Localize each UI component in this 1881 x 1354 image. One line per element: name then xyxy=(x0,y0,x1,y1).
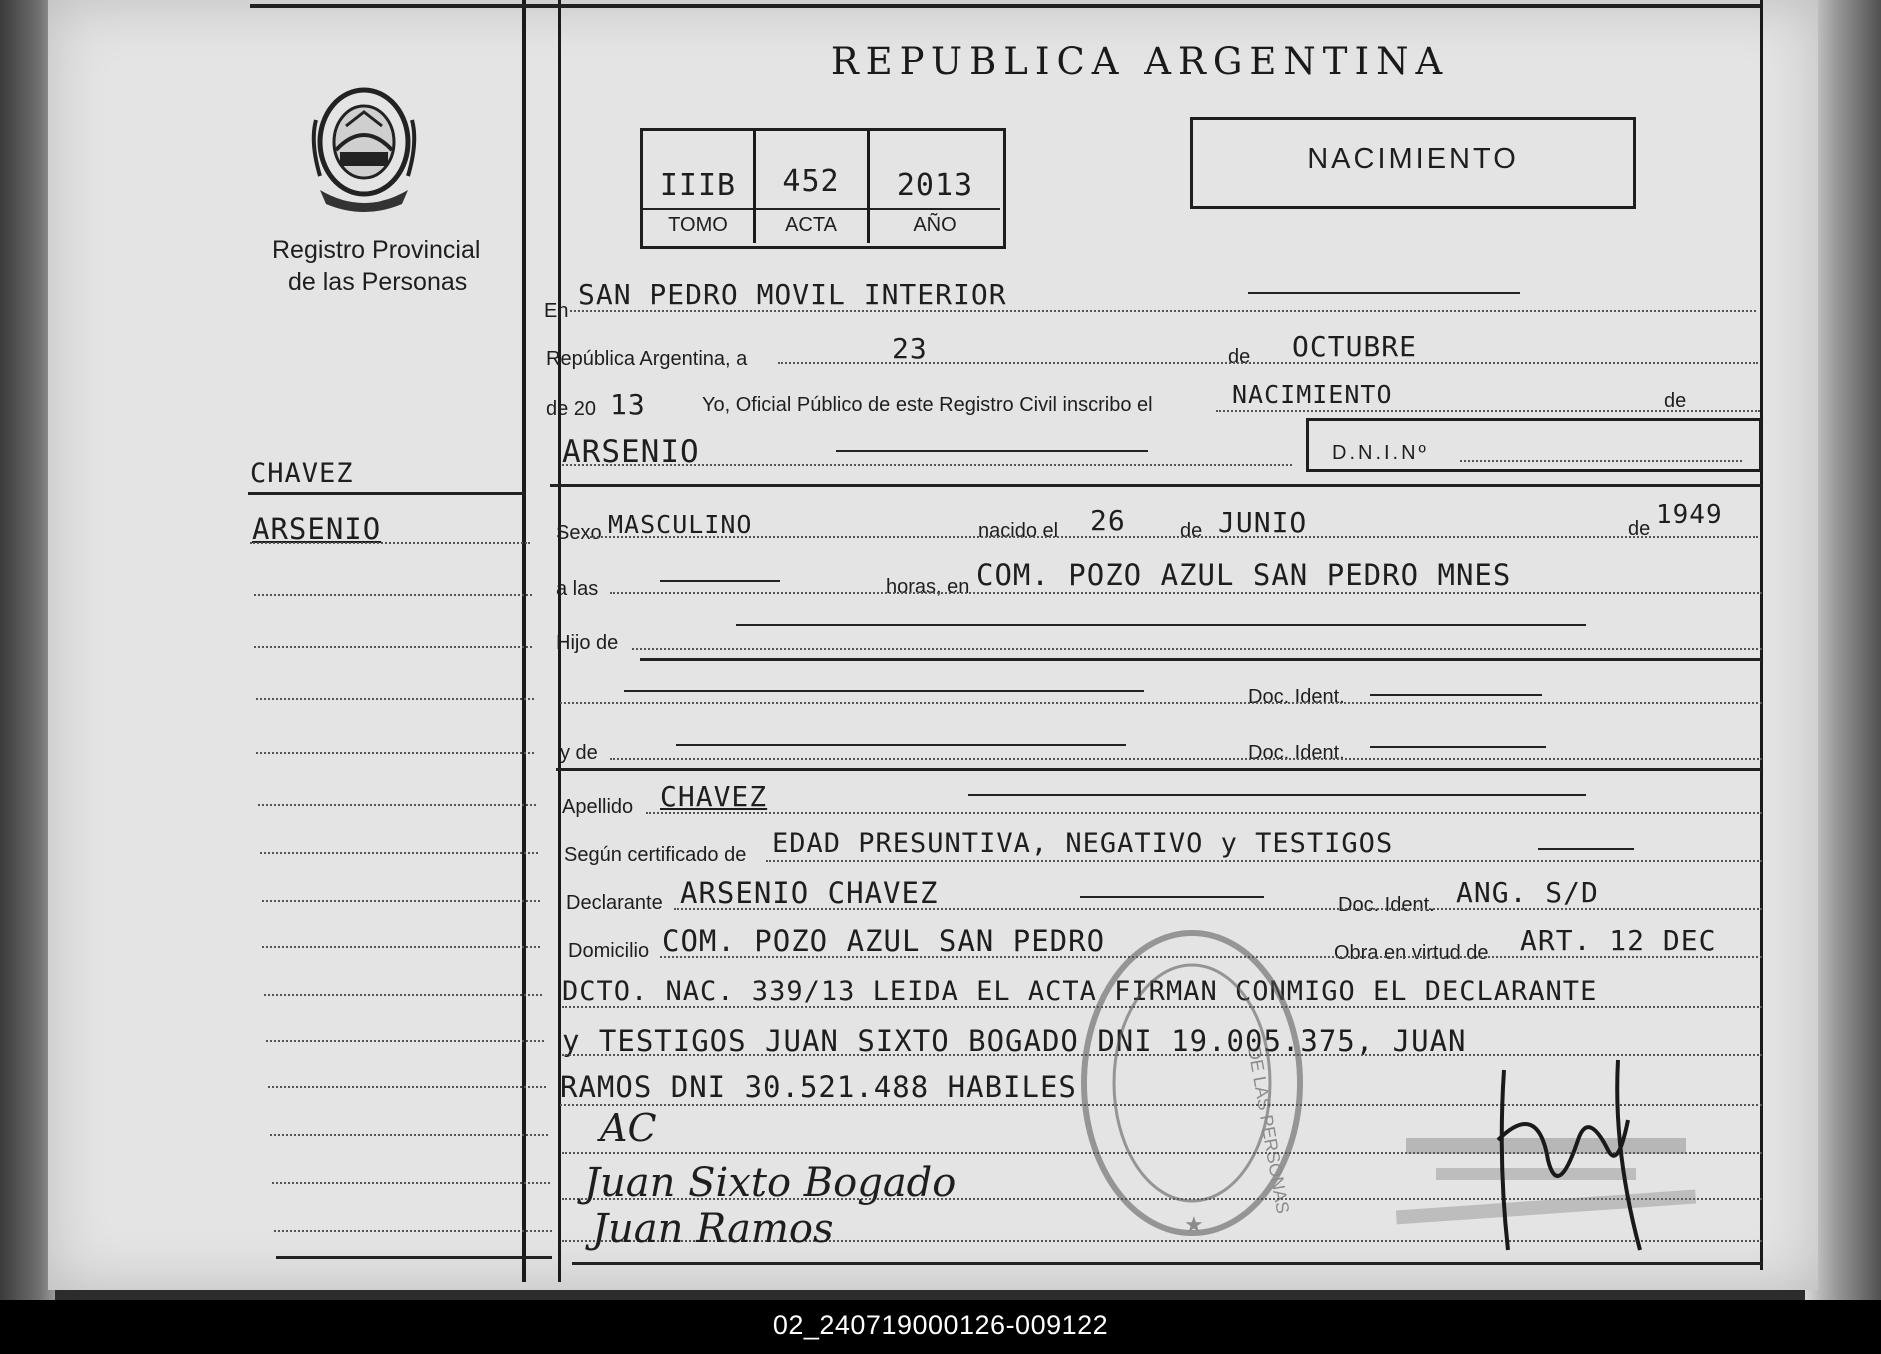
margin-dotted-line-3 xyxy=(254,646,532,648)
name-dash xyxy=(836,450,1148,452)
margin-dotted-line-6 xyxy=(258,804,536,806)
name-dotted-line xyxy=(562,464,1292,466)
witness-signature-1: Juan Sixto Bogado xyxy=(584,1160,957,1206)
sexo-label: Sexo xyxy=(556,522,602,544)
hijo-label: Hijo de xyxy=(556,632,619,654)
margin-dotted-line-13 xyxy=(270,1134,548,1136)
margin-dotted-line-10 xyxy=(264,994,542,996)
obra-value: ART. 12 DEC xyxy=(1520,924,1717,957)
place-value: SAN PEDRO MOVIL INTERIOR xyxy=(578,278,1007,311)
declarante-value: ARSENIO CHAVEZ xyxy=(680,876,939,910)
mother-doc-dash xyxy=(1370,746,1546,748)
acta-value: 452 xyxy=(782,164,840,199)
registry-stamp-icon xyxy=(1072,918,1312,1248)
sexo-dotted-line xyxy=(590,536,1758,538)
margin-dotted-line-8 xyxy=(262,900,540,902)
mother-dash xyxy=(676,744,1126,746)
sexo-value: MASCULINO xyxy=(608,510,753,539)
birth-place-value: COM. POZO AZUL SAN PEDRO MNES xyxy=(976,558,1512,592)
notes-line-2: y TESTIGOS JUAN SIXTO BOGADO DNI 19.005.375, JUAN xyxy=(562,1024,1467,1058)
dni-dotted-line xyxy=(1460,460,1742,462)
birth-day-value: 26 xyxy=(1090,504,1126,537)
act-dotted-line xyxy=(1216,410,1760,412)
section-rule-1 xyxy=(550,484,1762,487)
book-binding-edge xyxy=(0,0,55,1300)
margin-dotted-line-9 xyxy=(262,946,540,948)
act-type-value: NACIMIENTO xyxy=(1232,380,1393,409)
domicilio-label: Domicilio xyxy=(568,940,650,962)
margin-dotted-line-15 xyxy=(274,1230,552,1232)
place-dash xyxy=(1248,292,1520,294)
doc-ident-label-1: Doc. Ident. xyxy=(1248,686,1345,708)
record-id-table-divider xyxy=(643,208,1000,210)
witness-signature-2: Juan Ramos xyxy=(592,1206,834,1252)
record-type-label: NACIMIENTO xyxy=(1307,143,1519,175)
birth-year-value: 1949 xyxy=(1656,500,1723,530)
mother-dotted-line xyxy=(610,758,1762,760)
initials-signature: AC xyxy=(600,1106,657,1150)
day-value: 23 xyxy=(892,332,928,365)
certificado-dotted-line xyxy=(766,860,1762,862)
page-bottom-rule xyxy=(572,1262,1762,1265)
margin-dotted-line-11 xyxy=(266,1040,544,1042)
declarante-dotted-line xyxy=(674,908,1762,910)
oficial-text: Yo, Oficial Público de este Registro Civil inscribo el xyxy=(702,394,1153,416)
doc-ident-label-3: Doc. Ident. xyxy=(1338,894,1435,916)
section-rule-3 xyxy=(556,768,1762,771)
margin-dotted-line-1 xyxy=(250,542,530,544)
margin-dotted-line-5 xyxy=(256,752,534,754)
declarante-dash xyxy=(1080,896,1264,898)
act-de-label: de xyxy=(1664,390,1687,412)
segun-label: Según certificado de xyxy=(564,844,747,866)
name-value: ARSENIO xyxy=(562,434,700,470)
margin-surname: CHAVEZ xyxy=(250,458,354,489)
notes-line-1: DCTO. NAC. 339/13 LEIDA EL ACTA FIRMAN CONMIGO EL DECLARANTE xyxy=(562,976,1598,1007)
margin-dotted-line-4 xyxy=(256,698,534,700)
top-rule xyxy=(250,4,1760,8)
nacido-label: nacido el xyxy=(978,520,1059,542)
hijo-dash xyxy=(736,624,1586,626)
apellido-dotted-line xyxy=(646,812,1762,814)
tomo-label: TOMO xyxy=(668,214,728,236)
official-signature-icon xyxy=(1468,1040,1668,1260)
date-dotted-line xyxy=(778,362,1758,364)
en-label: En xyxy=(544,300,569,322)
year-prefix-label: de 20 xyxy=(546,398,597,420)
apellido-dash xyxy=(968,794,1586,796)
anio-label: AÑO xyxy=(913,214,957,236)
alas-label: a las xyxy=(556,578,599,600)
svg-text:DE LAS PERSONAS: DE LAS PERSONAS xyxy=(1244,1045,1294,1216)
svg-text:★: ★ xyxy=(1184,1213,1204,1238)
margin-dotted-line-14 xyxy=(272,1182,550,1184)
registry-name-line2: de las Personas xyxy=(288,268,468,296)
page-border-right xyxy=(1760,0,1763,1270)
obra-label: Obra en virtud de xyxy=(1334,942,1489,964)
tomo-value: IIIB xyxy=(659,168,737,203)
footer-code: 02_240719000126-009122 xyxy=(772,1310,1109,1340)
certificado-dash xyxy=(1538,848,1634,850)
margin-dotted-line-7 xyxy=(260,852,538,854)
father-doc-dash xyxy=(1370,694,1542,696)
horas-label: horas, en xyxy=(886,576,970,598)
margin-given-name: ARSENIO xyxy=(252,512,382,546)
republica-label: República Argentina, a xyxy=(546,348,748,370)
yde-label: y de xyxy=(560,742,598,764)
notes-line-3: RAMOS DNI 30.521.488 HABILES xyxy=(560,1070,1077,1104)
margin-bottom-rule xyxy=(276,1256,552,1259)
domicilio-value: COM. POZO AZUL SAN PEDRO xyxy=(662,924,1106,958)
hour-dotted-line xyxy=(610,592,1762,594)
certificado-value: EDAD PRESUNTIVA, NEGATIVO y TESTIGOS xyxy=(772,828,1394,859)
father-dash xyxy=(624,690,1144,692)
column-divider-left xyxy=(522,0,526,1282)
dni-label: D.N.I.Nº xyxy=(1332,442,1429,464)
apellido-value: CHAVEZ xyxy=(660,780,768,813)
acta-label: ACTA xyxy=(785,214,837,236)
declarante-doc-value: ANG. S/D xyxy=(1456,876,1599,909)
apellido-label: Apellido xyxy=(562,796,634,818)
section-rule-2 xyxy=(640,658,1762,661)
declarante-label: Declarante xyxy=(566,892,663,914)
registry-name-line1: Registro Provincial xyxy=(272,236,481,264)
margin-dotted-line-12 xyxy=(268,1086,546,1088)
father-dotted-line xyxy=(560,702,1762,704)
hour-dash xyxy=(660,580,780,582)
year-suffix-value: 13 xyxy=(610,388,646,421)
place-dotted-line xyxy=(570,310,1756,312)
doc-ident-label-2: Doc. Ident. xyxy=(1248,742,1345,764)
hijo-dotted-line xyxy=(632,648,1762,650)
margin-dotted-line-2 xyxy=(254,594,532,596)
birth-de-label-2: de xyxy=(1628,518,1651,540)
birth-month-value: JUNIO xyxy=(1218,506,1308,539)
provincial-seal-icon xyxy=(306,80,422,214)
month-de-label: de xyxy=(1228,346,1251,368)
birth-de-label-1: de xyxy=(1180,520,1203,542)
month-value: OCTUBRE xyxy=(1292,330,1418,363)
document-title: REPUBLICA ARGENTINA xyxy=(830,40,1450,83)
margin-rule-1 xyxy=(248,492,524,495)
anio-value: 2013 xyxy=(896,168,974,203)
